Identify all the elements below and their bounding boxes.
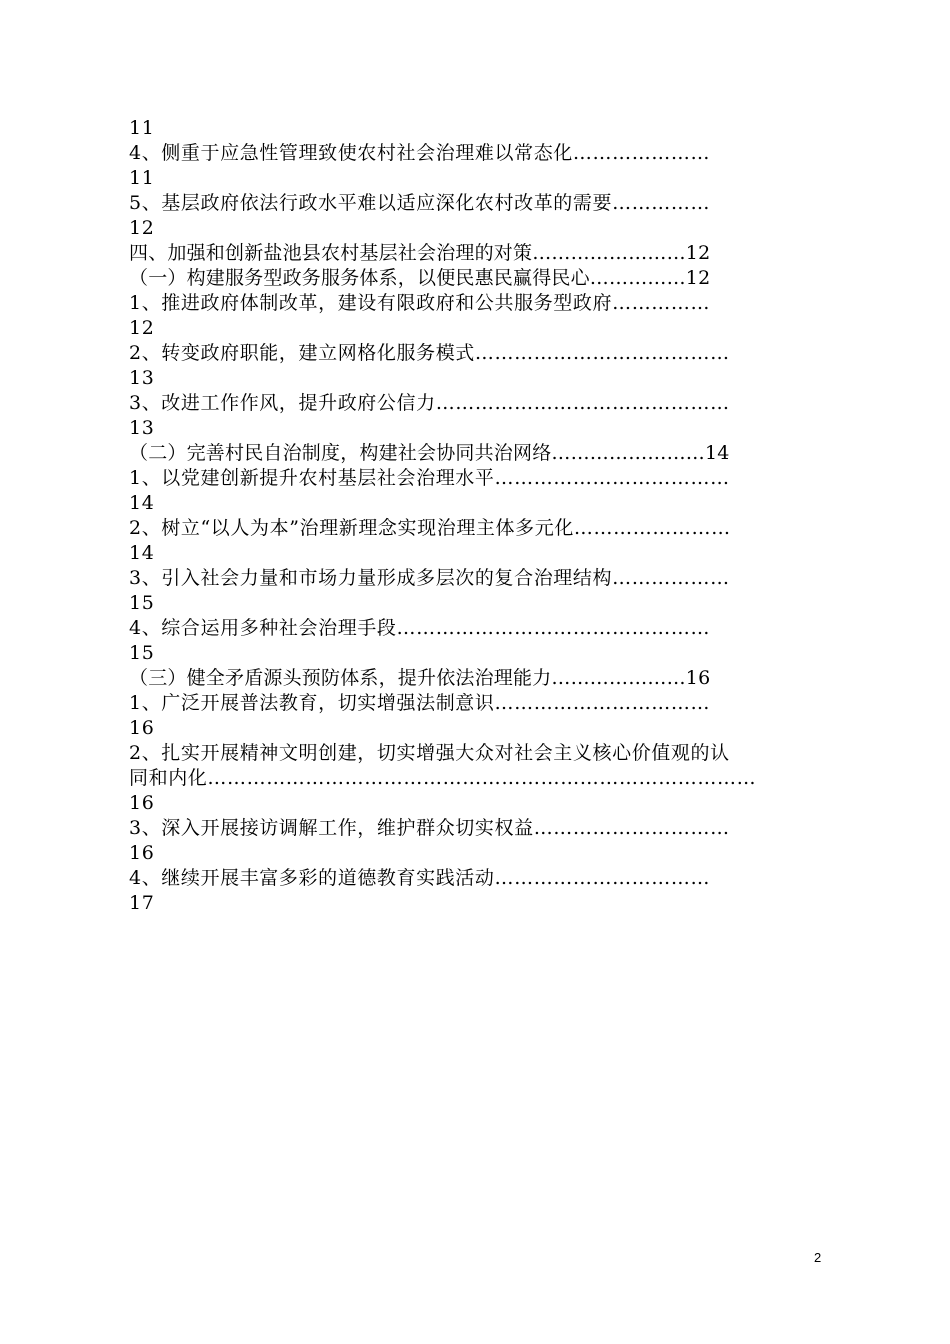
toc-line: 12 <box>129 217 155 239</box>
toc-line: 15 <box>129 642 155 664</box>
toc-line: 13 <box>129 367 155 389</box>
toc-line: 4、继续开展丰富多彩的道德教育实践活动…………………………… <box>129 867 711 889</box>
toc-line: 16 <box>129 792 155 814</box>
toc-line: 12 <box>129 317 155 339</box>
toc-line: 3、改进工作作风，提升政府公信力……………………………………… <box>129 392 730 414</box>
toc-line: 5、基层政府依法行政水平难以适应深化农村改革的需要…………… <box>129 192 711 214</box>
toc-line: （二）完善村民自治制度，构建社会协同共治网络……………………14 <box>129 442 730 464</box>
toc-line: 四、加强和创新盐池县农村基层社会治理的对策……………………12 <box>129 242 711 264</box>
toc-line: 14 <box>129 542 155 564</box>
toc-line: 2、树立“以人为本”治理新理念实现治理主体多元化…………………… <box>129 517 731 539</box>
toc-line: 16 <box>129 842 155 864</box>
toc-line: 13 <box>129 417 155 439</box>
toc-line: 15 <box>129 592 155 614</box>
toc-line: （三）健全矛盾源头预防体系，提升依法治理能力…………………16 <box>129 667 711 689</box>
toc-line: 2、转变政府职能，建立网格化服务模式………………………………… <box>129 342 730 364</box>
table-of-contents <box>129 116 824 916</box>
toc-line: 16 <box>129 717 155 739</box>
toc-line: （一）构建服务型政务服务体系，以便民惠民赢得民心……………12 <box>129 267 711 289</box>
page-number: 2 <box>814 1250 822 1265</box>
toc-line: 11 <box>129 167 155 189</box>
toc-line: 1、以党建创新提升农村基层社会治理水平……………………………… <box>129 467 730 489</box>
toc-line: 1、推进政府体制改革，建设有限政府和公共服务型政府…………… <box>129 292 711 314</box>
toc-line: 4、侧重于应急性管理致使农村社会治理难以常态化………………… <box>129 142 711 164</box>
toc-line: 同和内化………………………………………………………………………… <box>129 767 757 789</box>
toc-line: 4、综合运用多种社会治理手段………………………………………… <box>129 617 711 639</box>
toc-line: 3、深入开展接访调解工作，维护群众切实权益………………………… <box>129 817 730 839</box>
toc-line: 1、广泛开展普法教育，切实增强法制意识…………………………… <box>129 692 711 714</box>
toc-line: 17 <box>129 892 155 914</box>
toc-line: 14 <box>129 492 155 514</box>
toc-line: 2、扎实开展精神文明创建，切实增强大众对社会主义核心价值观的认 <box>129 742 730 764</box>
toc-line: 3、引入社会力量和市场力量形成多层次的复合治理结构……………… <box>129 567 730 589</box>
toc-line: 11 <box>129 117 155 139</box>
